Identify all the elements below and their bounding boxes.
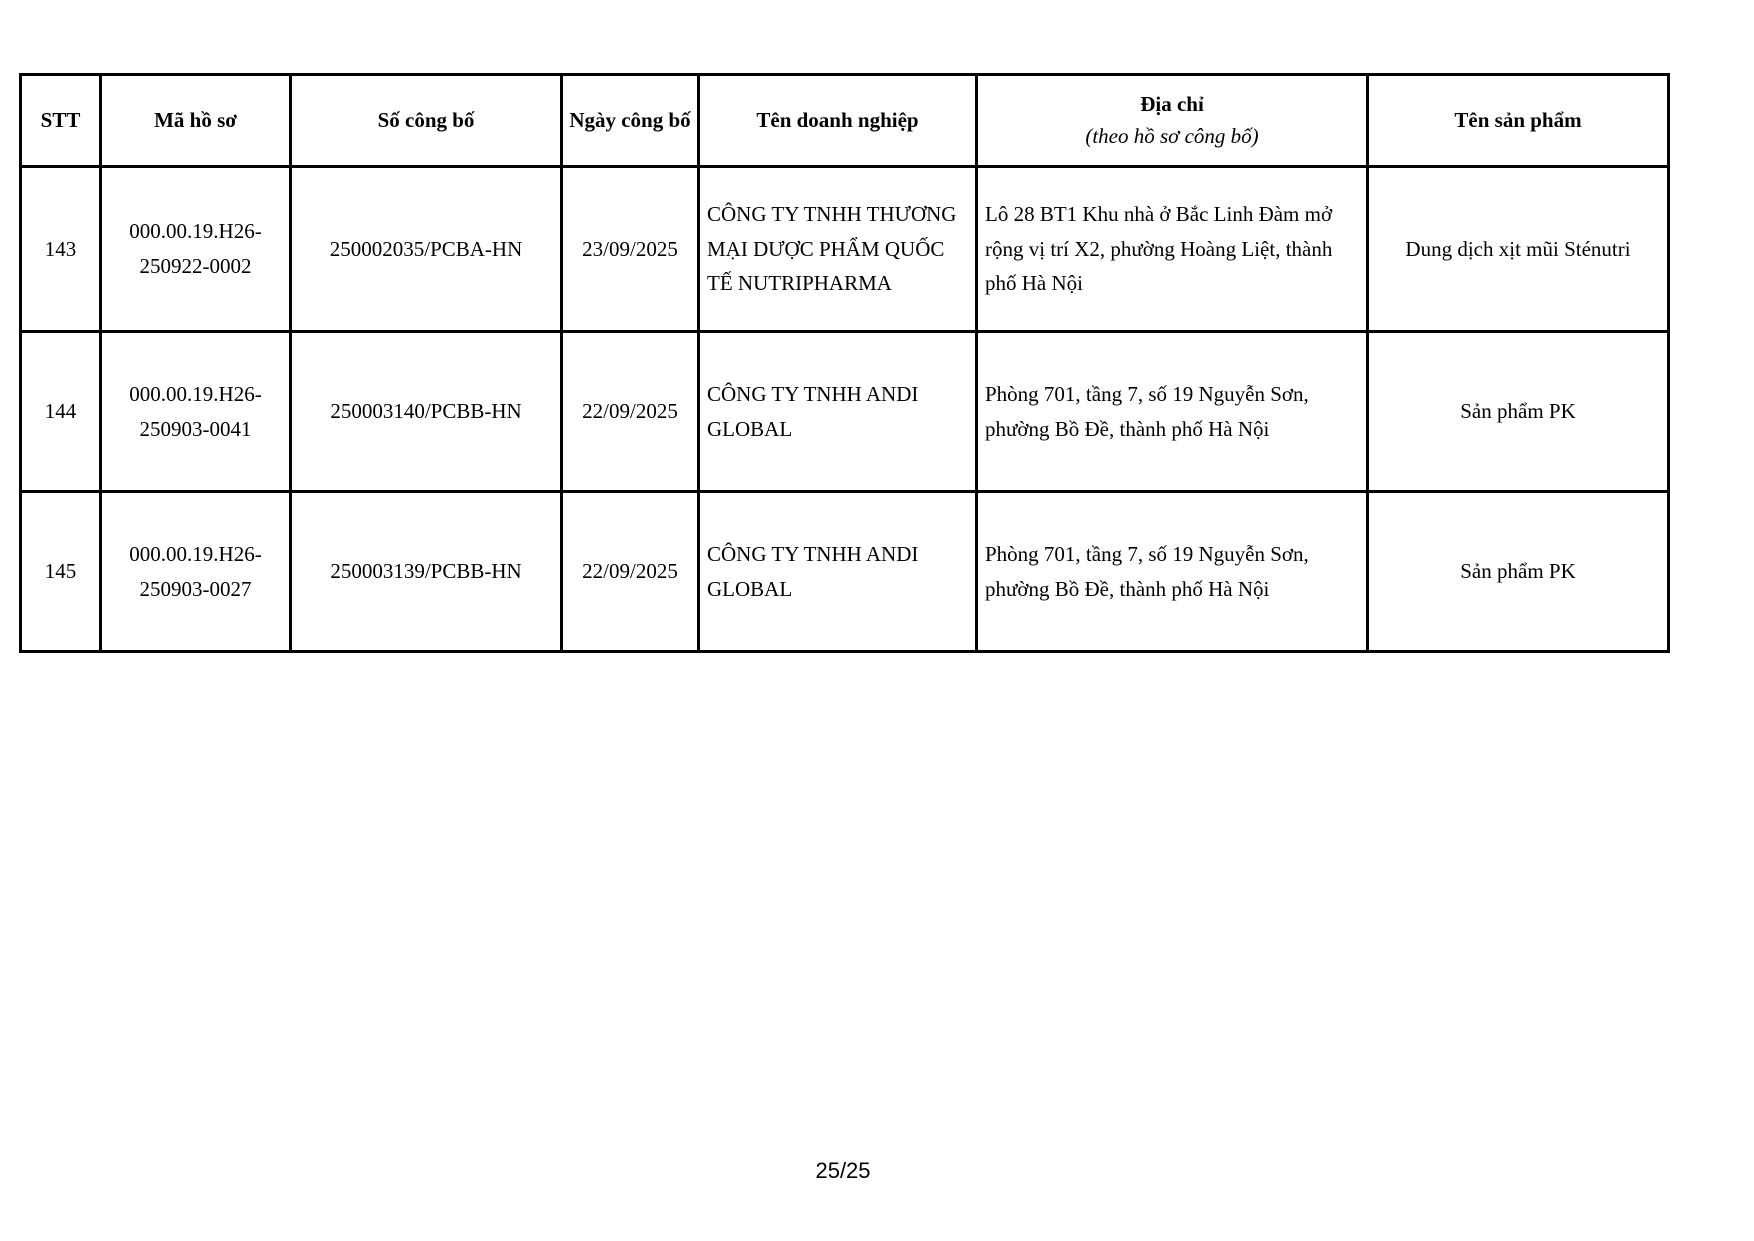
header-dia-chi-sub: (theo hồ sơ công bố) (1085, 123, 1259, 148)
cell-dia-chi: Lô 28 BT1 Khu nhà ở Bắc Linh Đàm mở rộng vị trí X2, phường Hoàng Liệt, thành phố Hà Nội (977, 167, 1368, 332)
cell-ten-san-pham: Dung dịch xịt mũi Sténutri (1368, 167, 1669, 332)
table-header-row (21, 75, 1669, 167)
cell-ten-san-pham: Sản phẩm PK (1368, 332, 1669, 492)
cell-ten-doanh-nghiep: CÔNG TY TNHH ANDI GLOBAL (699, 332, 977, 492)
table-row (21, 492, 1669, 652)
header-dia-chi-main: Địa chỉ (1140, 92, 1204, 116)
cell-ma-ho-so: 000.00.19.H26-250903-0041 (101, 332, 291, 492)
announcement-table (19, 73, 1670, 653)
page-number: 25/25 (815, 1158, 871, 1183)
header-ten-san-pham: Tên sản phẩm (1368, 75, 1669, 167)
cell-stt: 145 (21, 492, 101, 652)
cell-ten-doanh-nghiep: CÔNG TY TNHH ANDI GLOBAL (699, 492, 977, 652)
cell-ten-san-pham: Sản phẩm PK (1368, 492, 1669, 652)
cell-stt: 144 (21, 332, 101, 492)
cell-dia-chi: Phòng 701, tầng 7, số 19 Nguyễn Sơn, phường Bồ Đề, thành phố Hà Nội (977, 332, 1368, 492)
cell-dia-chi: Phòng 701, tầng 7, số 19 Nguyễn Sơn, phường Bồ Đề, thành phố Hà Nội (977, 492, 1368, 652)
table-row (21, 167, 1669, 332)
header-ma-ho-so: Mã hồ sơ (101, 75, 291, 167)
cell-ngay-cong-bo: 22/09/2025 (562, 332, 699, 492)
cell-so-cong-bo: 250003140/PCBB-HN (291, 332, 562, 492)
cell-ngay-cong-bo: 23/09/2025 (562, 167, 699, 332)
header-ngay-cong-bo: Ngày công bố (562, 75, 699, 167)
cell-ten-doanh-nghiep: CÔNG TY TNHH THƯƠNG MẠI DƯỢC PHẨM QUỐC TẾ NUTRIPHARMA (699, 167, 977, 332)
cell-ma-ho-so: 000.00.19.H26-250903-0027 (101, 492, 291, 652)
cell-so-cong-bo: 250002035/PCBA-HN (291, 167, 562, 332)
cell-stt: 143 (21, 167, 101, 332)
cell-ma-ho-so: 000.00.19.H26-250922-0002 (101, 167, 291, 332)
cell-so-cong-bo: 250003139/PCBB-HN (291, 492, 562, 652)
header-stt: STT (21, 75, 101, 167)
table-row (21, 332, 1669, 492)
header-dia-chi (977, 75, 1368, 167)
header-ten-doanh-nghiep: Tên doanh nghiệp (699, 75, 977, 167)
header-so-cong-bo: Số công bố (291, 75, 562, 167)
cell-ngay-cong-bo: 22/09/2025 (562, 492, 699, 652)
